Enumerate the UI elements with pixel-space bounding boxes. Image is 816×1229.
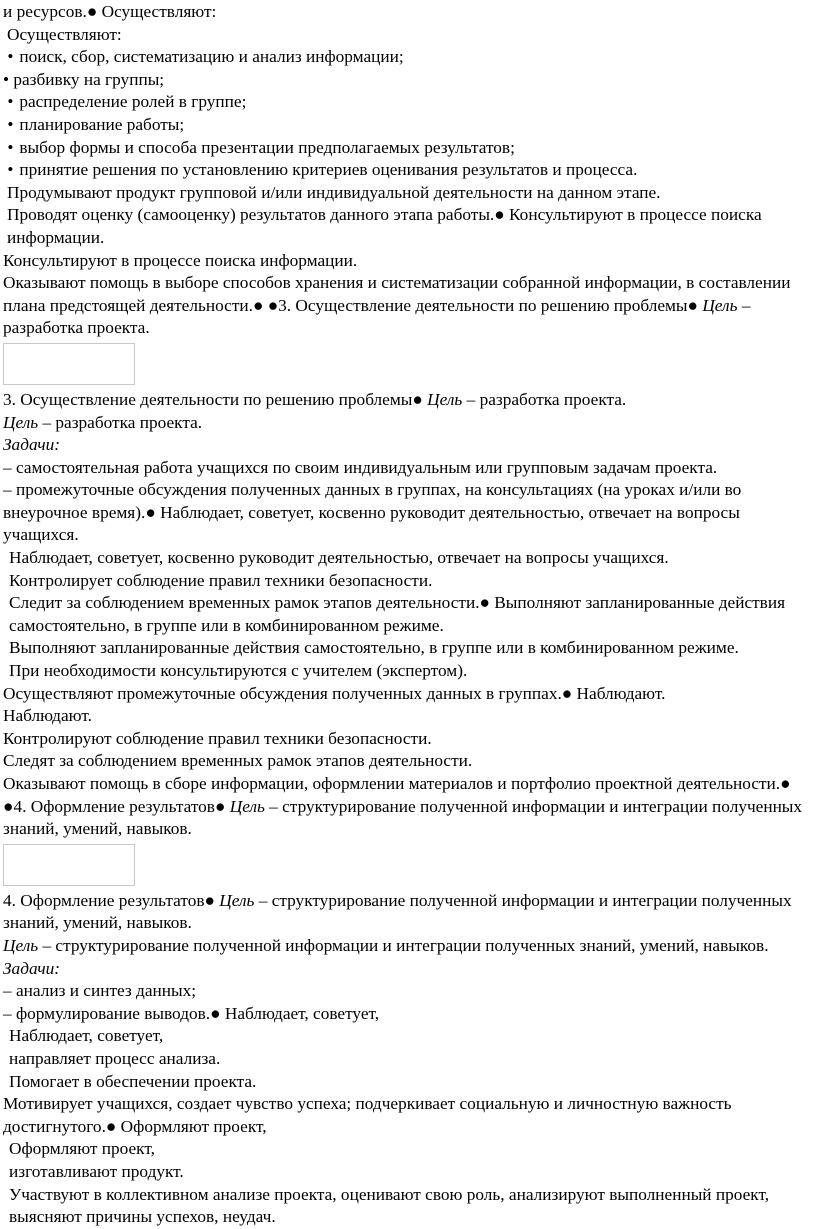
list-item-text: планирование работы; — [19, 114, 185, 134]
list-item-text: распределение ролей в группе; — [19, 92, 247, 112]
goal-label: Цель — [219, 890, 255, 910]
task-item: – самостоятельная работа учащихся по своим индивидуальным или групповым задачам проекта. — [3, 457, 718, 477]
text-line: Наблюдает, советует, косвенно руководит деятельностью, отвечает на вопросы учащихся. — [9, 548, 669, 568]
list-item: • принятие решения по установлению критериев оценивания результатов и процесса. — [3, 160, 638, 180]
text-line — [3, 773, 811, 841]
text-line: При необходимости консультируются с учителем (экспертом). — [9, 661, 468, 681]
tasks-word: Задачи: — [3, 435, 60, 455]
text-span: – структурирование полученной информации и интеграции полученных знаний, умений, навыков. — [3, 796, 803, 839]
text-line: Помогает в обеспечении проекта. — [9, 1071, 257, 1091]
list-item-text: принятие решения по установлению критериев оценивания результатов и процесса. — [19, 160, 638, 180]
list-item-text: поиск, сбор, систематизацию и анализ информации; — [19, 47, 404, 67]
list-item: • планирование работы; — [3, 114, 185, 134]
text-span: – разработка проекта. — [3, 295, 751, 338]
document-body — [3, 1, 811, 1229]
goal-label: Цель — [427, 389, 463, 409]
goal-line — [3, 935, 811, 958]
list-item: • поиск, сбор, систематизацию и анализ информации; — [3, 47, 404, 67]
goal-line — [3, 412, 811, 435]
text-span: – разработка проекта. — [462, 389, 627, 409]
text-span: 3. Осуществление деятельности по решению проблемы● — [3, 389, 423, 409]
task-item: – формулирование выводов.● Наблюдает, советует, — [3, 1003, 380, 1023]
text-line: изготавливают продукт. — [9, 1161, 184, 1181]
text-line: Выполняют запланированные действия самостоятельно, в группе или в комбинированном режиме. — [9, 638, 739, 658]
image-placeholder — [3, 844, 135, 886]
text-line: Проводят оценку (самооценку) результатов данного этапа работы.● Консультируют в процессе поиска информации. — [7, 205, 762, 247]
list-item: • распределение ролей в группе; — [3, 92, 247, 112]
goal-label: Цель — [3, 412, 39, 432]
text-line: Участвуют в коллективном анализе проекта, оценивают свою роль, анализируют выполненный проект, выясняют причины успехов, неудач. — [9, 1184, 770, 1227]
text-line: Следит за соблюдением временных рамок этапов деятельности.● Выполняют запланированные действия самостоятельно, в группе или в комбинированном режиме. — [9, 593, 786, 635]
section-heading — [3, 389, 811, 412]
text-line: Продумывают продукт групповой и/или индивидуальной деятельности на данном этапе. — [7, 182, 661, 202]
text-line: Оформляют проект, — [9, 1139, 155, 1159]
tasks-label — [3, 434, 811, 457]
text-line: Наблюдает, советует, — [9, 1026, 164, 1046]
text-line: Осуществляют: — [7, 24, 122, 44]
list-item: • выбор формы и способа презентации предполагаемых результатов; — [3, 137, 515, 157]
section-heading — [3, 890, 811, 935]
text-line: Консультируют в процессе поиска информации. — [3, 250, 358, 270]
text-span: – структурирование полученной информации и интеграции полученных знаний, умений, навыков. — [3, 890, 792, 933]
text-line: Наблюдают. — [3, 706, 92, 726]
text-span: – структурирование полученной информации и интеграции полученных знаний, умений, навыков. — [38, 935, 769, 955]
text-line: Следят за соблюдением временных рамок этапов деятельности. — [3, 751, 473, 771]
list-item-text: выбор формы и способа презентации предполагаемых результатов; — [19, 137, 515, 157]
goal-label: Цель — [229, 796, 265, 816]
goal-label: Цель — [702, 295, 738, 315]
list-item: • разбивку на группы; — [3, 69, 165, 89]
text-line: Мотивирует учащихся, создает чувство успеха; подчеркивает социальную и личностную важность достигнутого.● Оформляют проект, — [3, 1094, 732, 1136]
text-line: и ресурсов.● Осуществляют: — [3, 2, 217, 21]
text-span: – разработка проекта. — [38, 412, 203, 432]
tasks-word: Задачи: — [3, 958, 60, 978]
text-span: Оказывают помощь в выборе способов хранения и систематизации собранной информации, в составлении плана предстоящей деятельности.● ●3. Осуществление деятельности по решению проблемы● — [3, 273, 791, 315]
tasks-label — [3, 958, 811, 981]
text-line: Контролируют соблюдение правил техники безопасности. — [3, 728, 432, 748]
image-placeholder — [3, 343, 135, 385]
task-item: – анализ и синтез данных; — [3, 981, 197, 1001]
text-line: Осуществляют промежуточные обсуждения полученных данных в группах.● Наблюдают. — [3, 683, 666, 703]
goal-label: Цель — [3, 935, 39, 955]
text-span: Оказывают помощь в сборе информации, оформлении материалов и портфолио проектной деятельности.● ●4. Оформление результатов● — [3, 774, 791, 816]
text-line: направляет процесс анализа. — [9, 1048, 221, 1068]
text-span: 4. Оформление результатов● — [3, 890, 215, 910]
task-item: – промежуточные обсуждения полученных данных в группах, на консультациях (на уроках и/или во внеурочное время).● Наблюдает, советует, косвенно руководит деятельностью, отвечает на вопросы учащихся. — [3, 480, 742, 545]
text-line: Контролирует соблюдение правил техники безопасности. — [9, 570, 433, 590]
text-line — [3, 272, 811, 340]
